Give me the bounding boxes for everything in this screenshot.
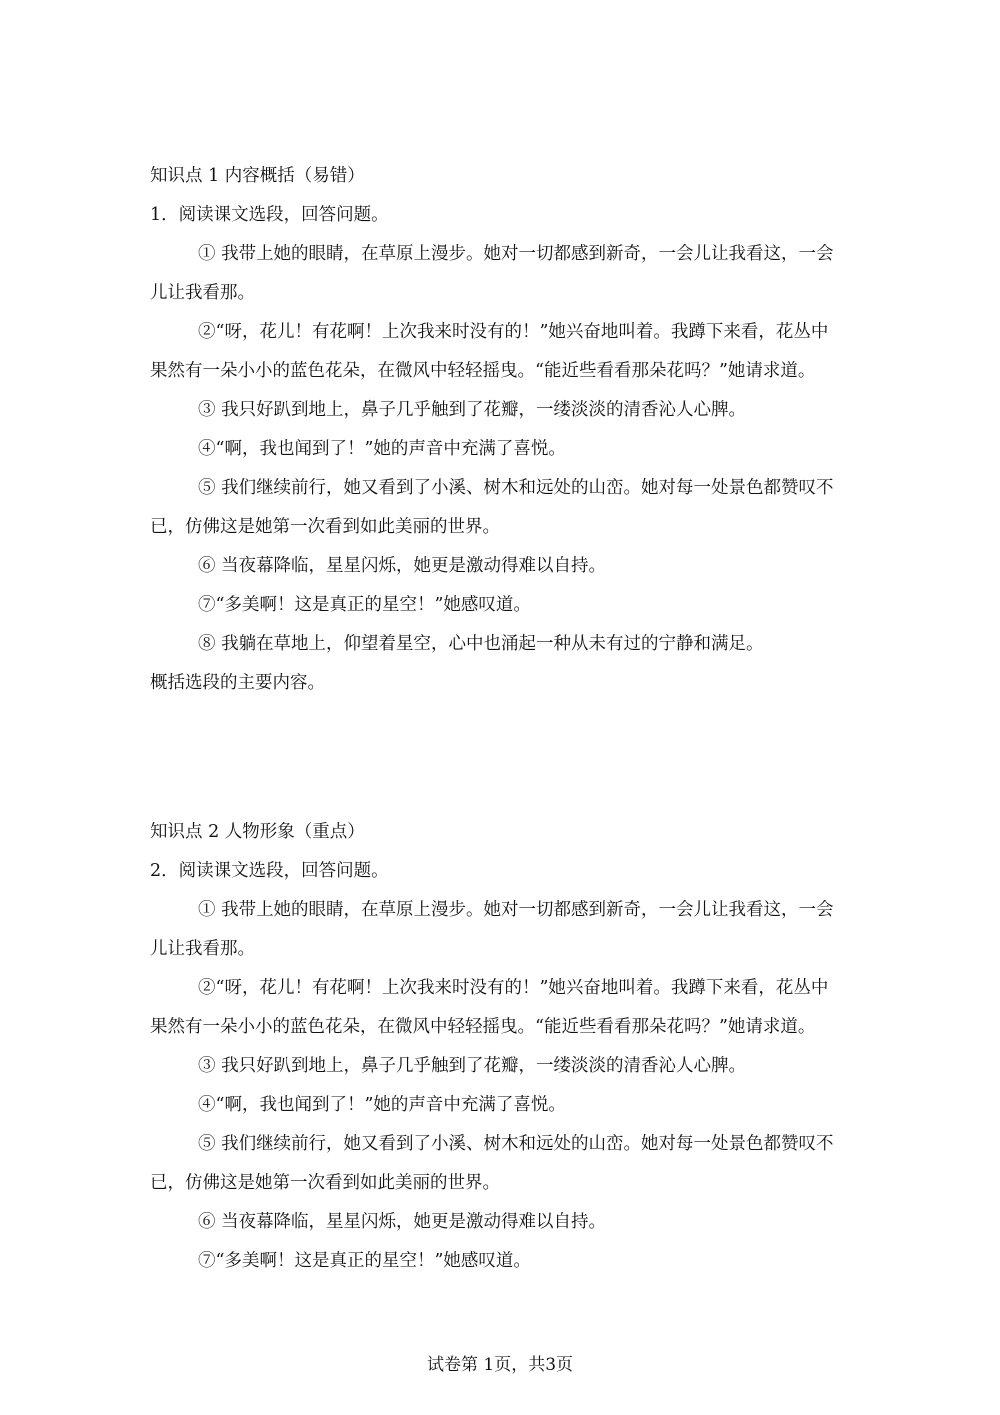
passage-paragraph-6 <box>150 547 850 586</box>
passage-paragraph-3 <box>150 1047 850 1086</box>
knowledge-section-1 <box>150 157 850 703</box>
passage-paragraph-5 <box>150 1125 850 1203</box>
paragraph-line: 已，仿佛这是她第一次看到如此美丽的世界。 <box>150 1173 500 1193</box>
passage-paragraph-4 <box>150 1086 850 1125</box>
paragraph-line: 儿让我看那。 <box>150 283 255 303</box>
paragraph-line: 已，仿佛这是她第一次看到如此美丽的世界。 <box>150 517 500 537</box>
paragraph-line: ⑦“多美啊！这是真正的星空！”她感叹道。 <box>198 595 531 615</box>
paragraph-line: 果然有一朵小小的蓝色花朵，在微风中轻轻摇曳。“能近些看看那朵花吗？”她请求道。 <box>150 361 816 381</box>
knowledge-section-2 <box>150 813 850 1281</box>
page-footer: 试卷第 1页，共3页 <box>426 1355 574 1375</box>
paragraph-line: ④“啊，我也闻到了！”她的声音中充满了喜悦。 <box>198 1095 566 1115</box>
passage-paragraph-4 <box>150 430 850 469</box>
paragraph-line: ① 我带上她的眼睛，在草原上漫步。她对一切都感到新奇，一会儿让我看这，一会 <box>198 900 834 920</box>
question-prompt: 概括选段的主要内容。 <box>150 673 325 693</box>
paragraph-line: ⑤ 我们继续前行，她又看到了小溪、树木和远处的山峦。她对每一处景色都赞叹不 <box>198 478 834 498</box>
question-title: 1．阅读课文选段，回答问题。 <box>150 205 389 225</box>
passage-paragraph-5 <box>150 469 850 547</box>
paragraph-line: ③ 我只好趴到地上，鼻子几乎触到了花瓣，一缕淡淡的清香沁人心脾。 <box>198 400 747 420</box>
paragraph-line: ③ 我只好趴到地上，鼻子几乎触到了花瓣，一缕淡淡的清香沁人心脾。 <box>198 1056 747 1076</box>
section-heading: 知识点 2 人物形象（重点） <box>150 822 365 842</box>
paragraph-line: ① 我带上她的眼睛，在草原上漫步。她对一切都感到新奇，一会儿让我看这，一会 <box>198 244 834 264</box>
question-title: 2．阅读课文选段，回答问题。 <box>150 861 389 881</box>
passage-paragraph-8 <box>150 625 850 664</box>
paragraph-line: ⑤ 我们继续前行，她又看到了小溪、树木和远处的山峦。她对每一处景色都赞叹不 <box>198 1134 834 1154</box>
paragraph-line: ⑦“多美啊！这是真正的星空！”她感叹道。 <box>198 1251 531 1271</box>
paragraph-line: ⑥ 当夜幕降临，星星闪烁，她更是激动得难以自持。 <box>198 556 607 576</box>
paragraph-line: 果然有一朵小小的蓝色花朵，在微风中轻轻摇曳。“能近些看看那朵花吗？”她请求道。 <box>150 1017 816 1037</box>
paragraph-line: ②“呀，花儿！有花啊！上次我来时没有的！”她兴奋地叫着。我蹲下来看，花丛中 <box>198 322 829 342</box>
passage-paragraph-2 <box>150 969 850 1047</box>
passage-paragraph-2 <box>150 313 850 391</box>
passage-paragraph-6 <box>150 1203 850 1242</box>
section-heading: 知识点 1 内容概括（易错） <box>150 166 365 186</box>
passage-paragraph-1 <box>150 235 850 313</box>
paragraph-line: 儿让我看那。 <box>150 939 255 959</box>
passage-paragraph-1 <box>150 891 850 969</box>
paragraph-line: ②“呀，花儿！有花啊！上次我来时没有的！”她兴奋地叫着。我蹲下来看，花丛中 <box>198 978 829 998</box>
passage-paragraph-3 <box>150 391 850 430</box>
passage-paragraph-7 <box>150 586 850 625</box>
paragraph-line: ⑥ 当夜幕降临，星星闪烁，她更是激动得难以自持。 <box>198 1212 607 1232</box>
passage-paragraph-7 <box>150 1242 850 1281</box>
paragraph-line: ⑧ 我躺在草地上，仰望着星空，心中也涌起一种从未有过的宁静和满足。 <box>198 634 764 654</box>
paragraph-line: ④“啊，我也闻到了！”她的声音中充满了喜悦。 <box>198 439 566 459</box>
